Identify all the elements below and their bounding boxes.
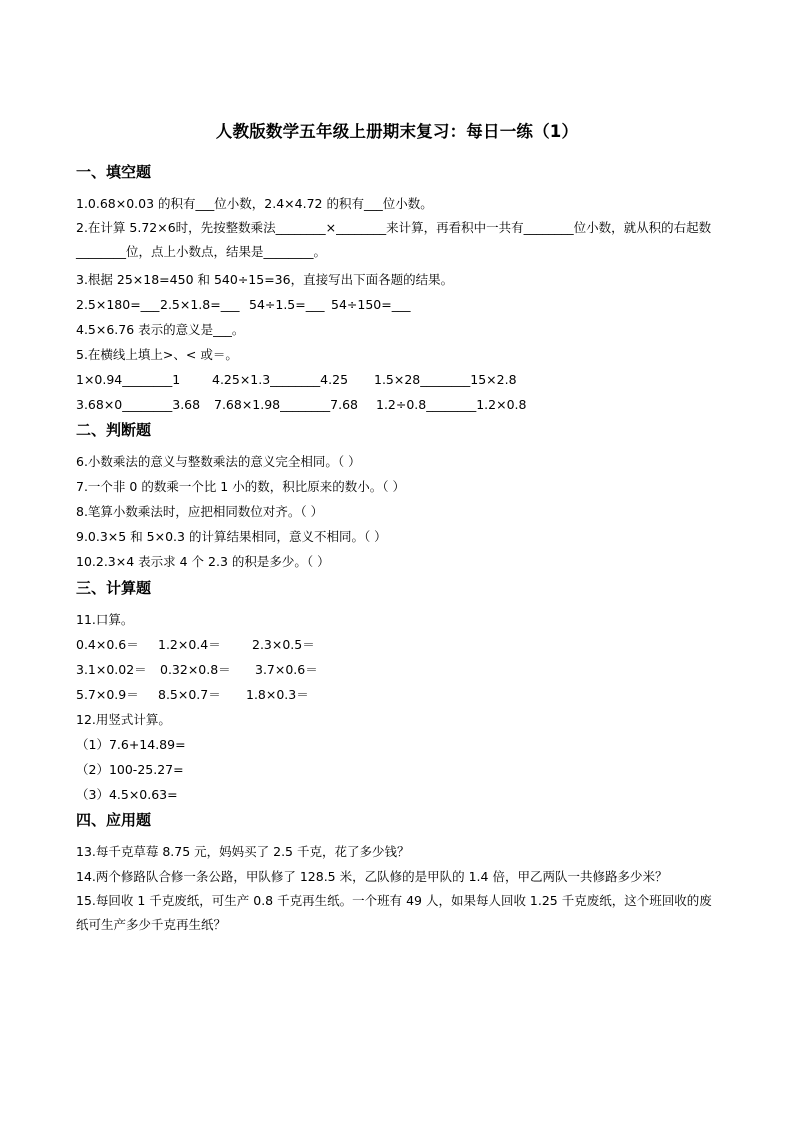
mental-math-item: 5.7×0.9＝ xyxy=(76,687,139,702)
question-3-item: 54÷1.5=___ xyxy=(249,297,325,312)
question-6: 6.小数乘法的意义与整数乘法的意义完全相同。（ ） xyxy=(76,454,361,469)
question-8: 8.笔算小数乘法时，应把相同数位对齐。（ ） xyxy=(76,504,324,519)
section-heading-word-problems: 四、应用题 xyxy=(76,811,152,829)
question-3-item: 54÷150=___ xyxy=(331,297,411,312)
vertical-calc-item: （3）4.5×0.63= xyxy=(76,787,178,802)
comparison-item: 7.68×1.98________7.68 xyxy=(214,397,358,412)
mental-math-item: 2.3×0.5＝ xyxy=(252,637,315,652)
mental-math-item: 1.2×0.4＝ xyxy=(158,637,221,652)
section-heading-fill-blank: 一、填空题 xyxy=(76,163,152,181)
question-3: 3.根据 25×18=450 和 540÷15=36，直接写出下面各题的结果。 xyxy=(76,272,454,287)
section-heading-true-false: 二、判断题 xyxy=(76,421,152,439)
comparison-item: 3.68×0________3.68 xyxy=(76,397,201,412)
question-13: 13.每千克草莓 8.75 元，妈妈买了 2.5 千克，花了多少钱？ xyxy=(76,844,410,859)
vertical-calc-item: （2）100-25.27= xyxy=(76,762,184,777)
comparison-item: 1×0.94________1 xyxy=(76,372,181,387)
question-11: 11.口算。 xyxy=(76,612,134,627)
mental-math-item: 0.4×0.6＝ xyxy=(76,637,139,652)
mental-math-item: 8.5×0.7＝ xyxy=(158,687,221,702)
question-3-item: 2.5×180=___ xyxy=(76,297,160,312)
mental-math-item: 1.8×0.3＝ xyxy=(246,687,309,702)
question-3-item: 2.5×1.8=___ xyxy=(160,297,240,312)
section-heading-calculation: 三、计算题 xyxy=(76,579,152,597)
question-4: 4.5×6.76 表示的意义是___。 xyxy=(76,322,245,337)
comparison-item: 4.25×1.3________4.25 xyxy=(212,372,349,387)
mental-math-item: 0.32×0.8＝ xyxy=(160,662,231,677)
question-14: 14.两个修路队合修一条公路，甲队修了 128.5 米，乙队修的是甲队的 1.4 倍，甲乙两队一共修路多少米？ xyxy=(76,869,668,884)
question-12: 12.用竖式计算。 xyxy=(76,712,171,727)
vertical-calc-item: （1）7.6+14.89= xyxy=(76,737,186,752)
comparison-item: 1.5×28________15×2.8 xyxy=(374,372,517,387)
question-10: 10.2.3×4 表示求 4 个 2.3 的积是多少。（ ） xyxy=(76,554,330,569)
question-5: 5.在横线上填上>、< 或＝。 xyxy=(76,347,238,362)
mental-math-item: 3.1×0.02＝ xyxy=(76,662,147,677)
page-title: 人教版数学五年级上册期末复习：每日一练（1） xyxy=(215,122,579,141)
question-2: 2.在计算 5.72×6时，先按整数乘法________×________来计算，再看积中一共有________位小数，就从积的右起数________位，点上小数点，结果是________。 xyxy=(76,220,712,259)
comparison-item: 1.2÷0.8________1.2×0.8 xyxy=(376,397,527,412)
question-7: 7.一个非 0 的数乘一个比 1 小的数，积比原来的数小。（ ） xyxy=(76,479,405,494)
question-9: 9.0.3×5 和 5×0.3 的计算结果相同，意义不相同。（ ） xyxy=(76,529,387,544)
question-1: 1.0.68×0.03 的积有___位小数，2.4×4.72 的积有___位小数。 xyxy=(76,196,433,211)
question-15: 15.每回收 1 千克废纸，可生产 0.8 千克再生纸。一个班有 49 人，如果每人回收 1.25 千克废纸，这个班回收的废纸可生产多少千克再生纸？ xyxy=(76,893,712,932)
mental-math-item: 3.7×0.6＝ xyxy=(255,662,318,677)
